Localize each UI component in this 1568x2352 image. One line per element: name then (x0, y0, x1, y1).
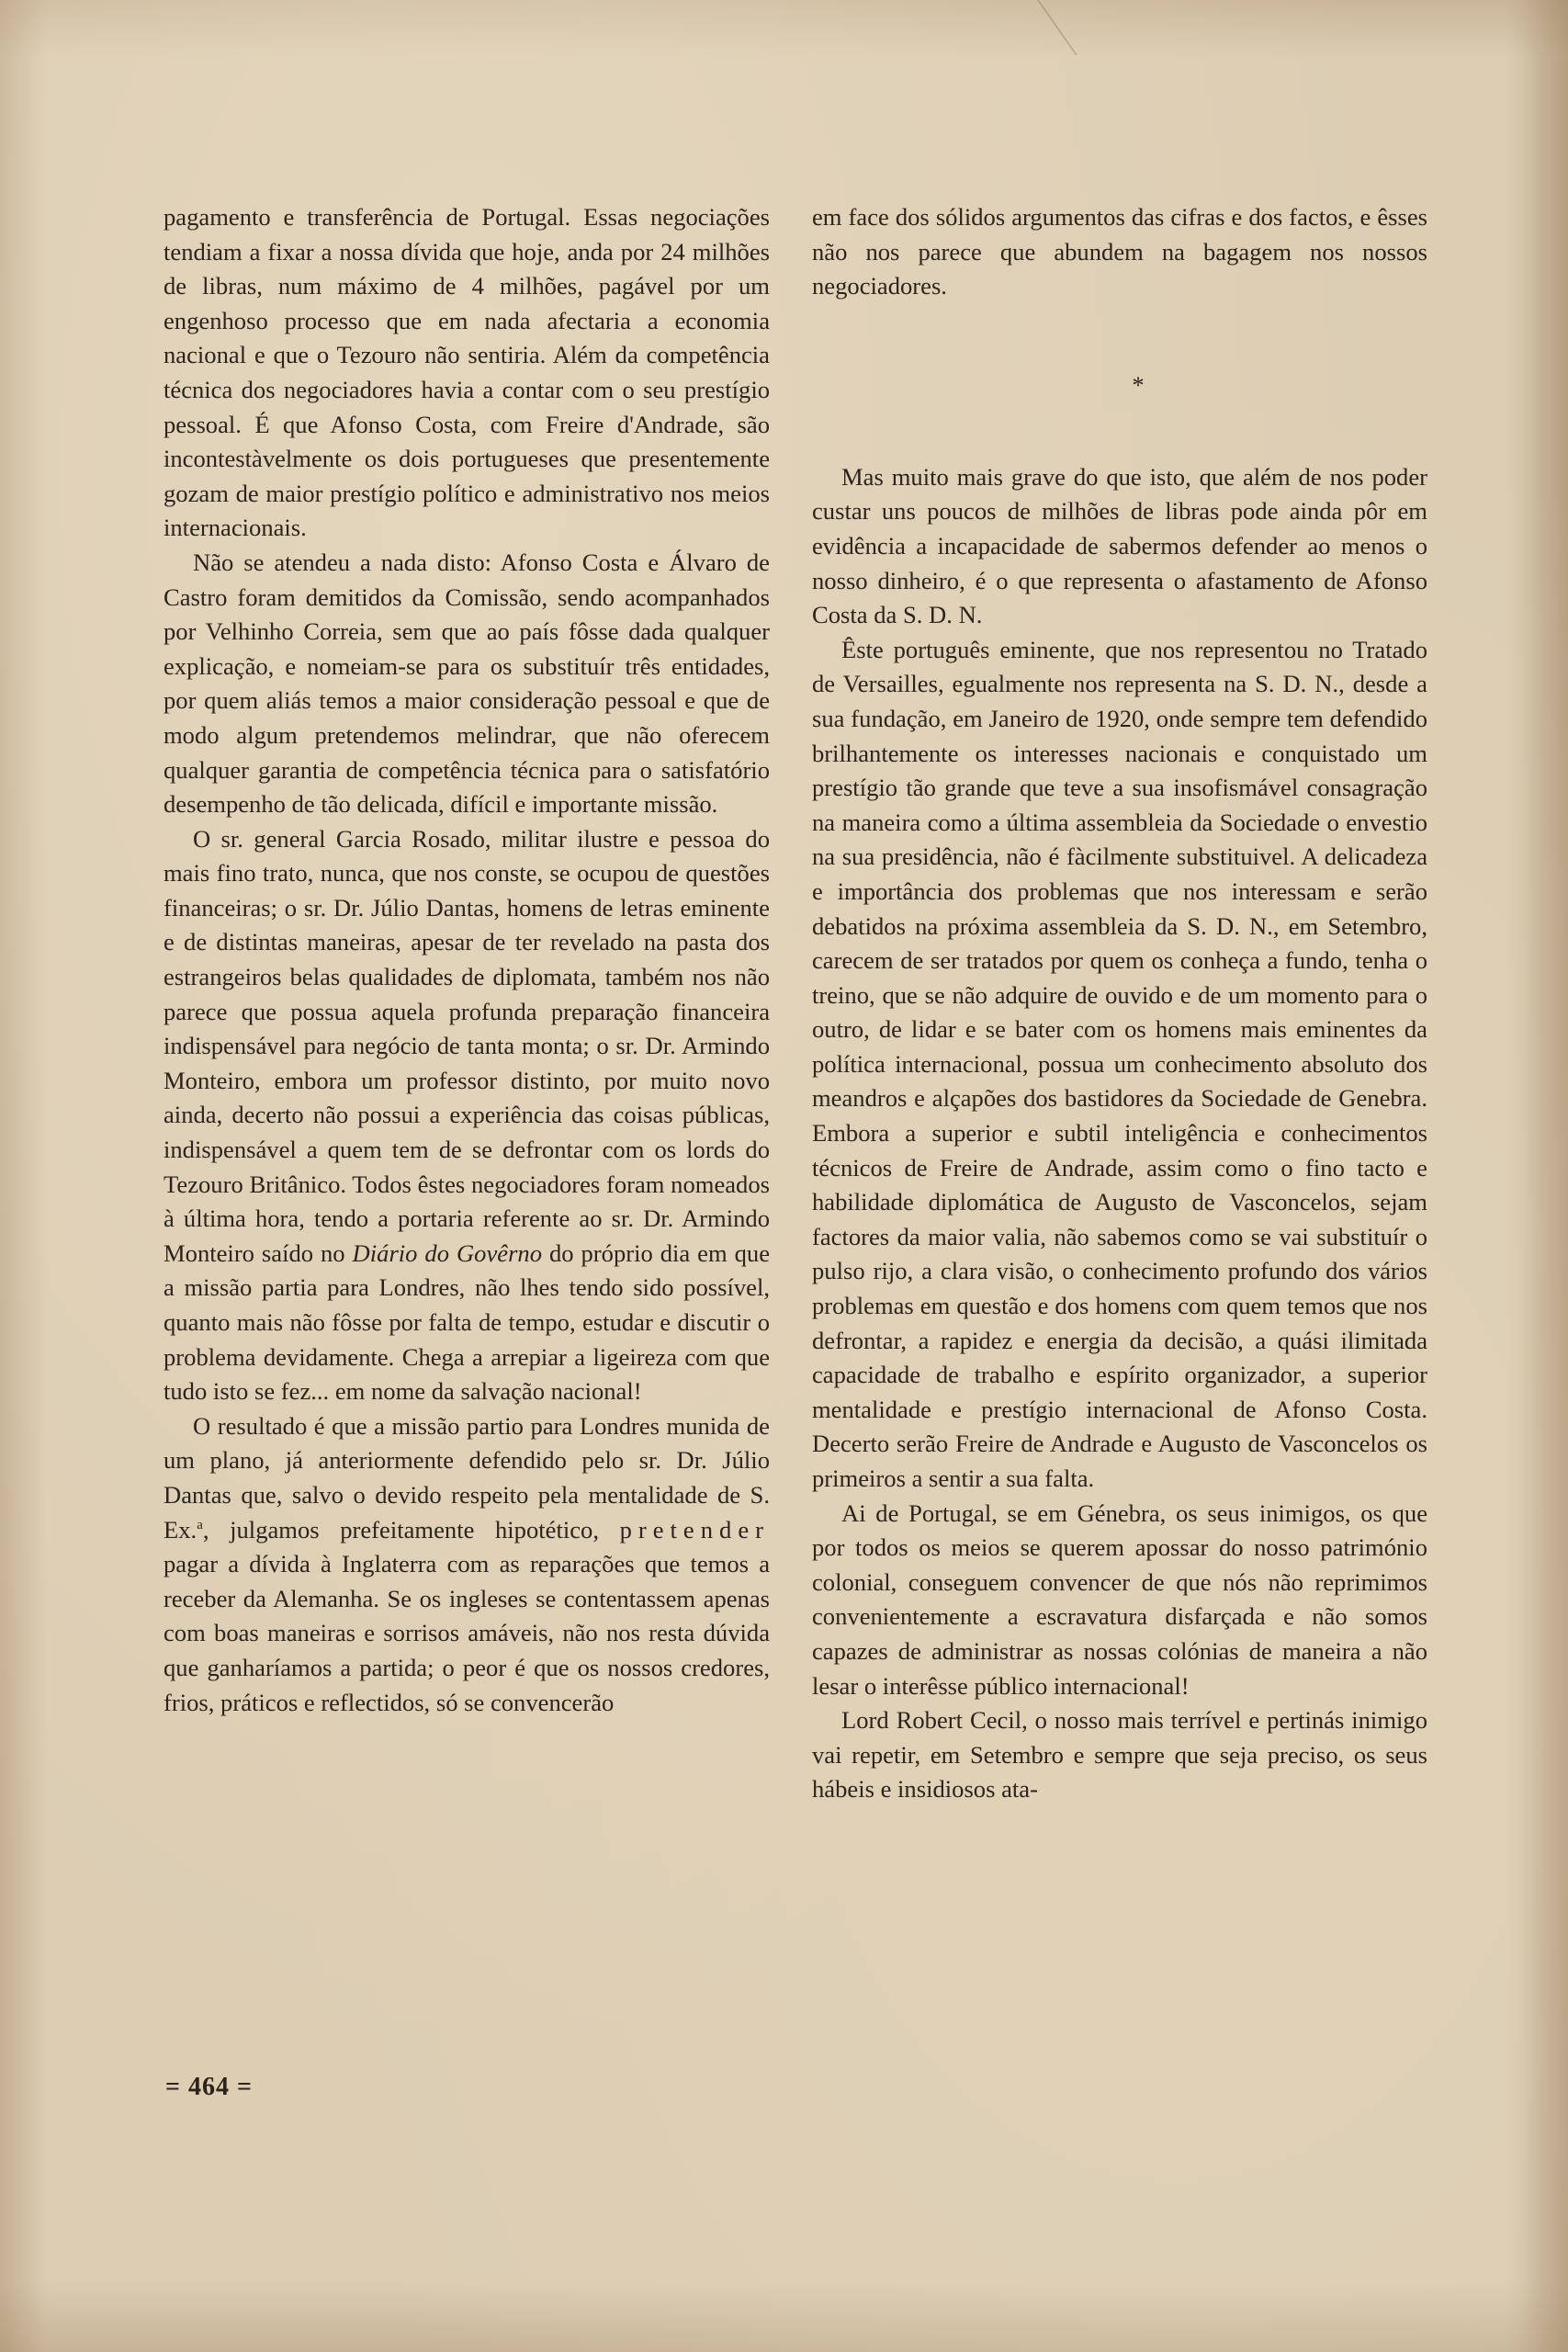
section-separator (812, 368, 1427, 403)
asterisk: * (1132, 370, 1145, 399)
spaced-emphasis: pretender (619, 1515, 770, 1544)
paragraph: pagamento e transferência de Portugal. Essas negociações tendiam a fixar a nossa dívida que hoje, anda por 24 milhões de libras, num máximo de 4 milhões, pagável por um engenhoso processo que em nada afectaria a economia nacional e que o Tezouro não sentiria. Além da competência técnica dos negociadores havia a contar com o seu prestígio pessoal. É que Afonso Costa, com Freire d'Andrade, são incontestàvelmente os dois portugueses que presentemente gozam de maior prestígio político e administrativo nos meios internacionais. (164, 203, 770, 542)
paragraph-text: O sr. general Garcia Rosado, militar ilustre e pessoa do mais fino trato, nunca, que nos conste, se ocupou de questões financeiras; o sr. Dr. Júlio Dantas, homens de letras eminente e de distintas maneiras, apesar de ter revelado na pasta dos estrangeiros belas qualidades de diplomata, também nos não parece que possua aquela profunda preparação financeira indispensável para negócio de tanta monta; o sr. Dr. Armindo Monteiro, embora um professor distinto, por muito novo ainda, decerto não possui a experiência das coisas públicas, indispensável a quem tem de se defrontar com os lords do Tezouro Britânico. Todos êstes negociadores foram nomeados à última hora, tendo a portaria referente ao sr. Dr. Armindo Monteiro saído no (164, 824, 770, 1267)
superscript: a (197, 1517, 203, 1532)
paragraph: Mas muito mais grave do que isto, que além de nos poder custar uns poucos de milhões de libras pode ainda pôr em evidência a incapacidade de sabermos defender ao menos o nosso dinheiro, é o que representa o afastamento de Afonso Costa da S. D. N. (812, 462, 1427, 629)
right-column (812, 200, 1427, 1807)
paragraph: Não se atendeu a nada disto: Afonso Costa e Álvaro de Castro foram demitidos da Comissão, sendo acompanhados por Velhinho Correia, sem que ao país fôsse dada qualquer explicação, e nomeiam-se para os substituír três entidades, por quem aliás temos a maior consideração pessoal e que de modo algum pretendemos melindrar, que não oferecem qualquer garantia de competência técnica para o satisfatório desempenho de tão delicada, difícil e importante missão. (164, 548, 770, 819)
paragraph: Êste português eminente, que nos representou no Tratado de Versailles, egualmente nos representa na S. D. N., desde a sua fundação, em Janeiro de 1920, onde sempre tem defendido brilhantemente os interesses nacionais e conquistado um prestígio tão grande que teve a sua insofismável consagração na maneira como a última assembleia da Sociedade o envestio na sua presidência, não é fàcilmente substituivel. A delicadeza e importância dos problemas que nos interessam e serão debatidos na próxima assembleia da S. D. N., em Setembro, carecem de ser tratados por quem os conheça a fundo, tenha o treino, que se não adquire de ouvido e de um momento para o outro, de lidar e se bater com os homens mais eminentes da política internacional, possua um conhecimento absoluto dos meandros e alçapões dos bastidores da Sociedade de Genebra. Embora a superior e subtil inteligência e conhecimentos técnicos de Freire de Andrade, assim como o fino tacto e habilidade diplomática de Augusto de Vasconcelos, sejam factores da maior valia, não sabemos como se vai substituír o pulso rijo, a clara visão, o conhecimento profundo dos vários problemas em questão e dos homens com quem temos que nos defrontar, a rapidez e energia da decisão, a quási ilimitada capacidade de trabalho e espírito organizador, a superior mentalidade e prestígio internacional de Afonso Costa. Decerto serão Freire de Andrade e Augusto de Vasconcelos os primeiros a sentir a sua falta. (812, 635, 1427, 1492)
paragraph: Lord Robert Cecil, o nosso mais terrível e pertinás inimigo vai repetir, em Setembro e sempre que seja preciso, os seus hábeis e insidiosos ata- (812, 1706, 1427, 1804)
paper-edge-shadow (1522, 0, 1568, 2352)
paragraph-text: do próprio dia em que a missão partia para Londres, não lhes tendo sido possível, quanto mais não fôsse por falta de tempo, estudar e discutir o problema devidamente. Chega a arrepiar a ligeireza com que tudo isto se fez... em nome da salvação nacional! (164, 1238, 771, 1406)
paragraph (164, 822, 770, 1409)
paper-crease (1037, 0, 1151, 55)
paragraph-text: pagar a dívida à Inglaterra com as reparações que temos a receber da Alemanha. Se os ingleses se contentassem apenas com boas maneiras e sorrisos amáveis, não nos resta dúvida que ganharíamos a partida; o peor é que os nossos credores, frios, práticos e reflectidos, só se convencerão (164, 1550, 770, 1716)
paragraph (164, 1409, 770, 1720)
paragraph-text: , julgamos prefeitamente hipotético, (202, 1515, 599, 1544)
left-column (164, 200, 770, 1720)
paragraph: Ai de Portugal, se em Génebra, os seus inimigos, os que por todos os meios se querem apossar do nosso património colonial, conseguem convencer de que nós não reprimimos convenientemente a escravatura disfarçada e não somos capazes de administrar as nossas colónias de maneira a não lesar o interêsse público internacional! (812, 1498, 1427, 1700)
paragraph: em face dos sólidos argumentos das cifras e dos factos, e êsses não nos parece que abundem na bagagem nos nossos negociadores. (812, 203, 1427, 300)
page-number: = 464 = (165, 2073, 253, 2101)
paragraph-text: O resultado é que a missão partio para Londres munida de um plano, já anteriormente defendido pelo sr. Dr. Júlio Dantas que, salvo o devido respeito pela mentalidade de S. Ex. (164, 1411, 770, 1544)
italic-title: Diário do Govêrno (352, 1238, 543, 1267)
